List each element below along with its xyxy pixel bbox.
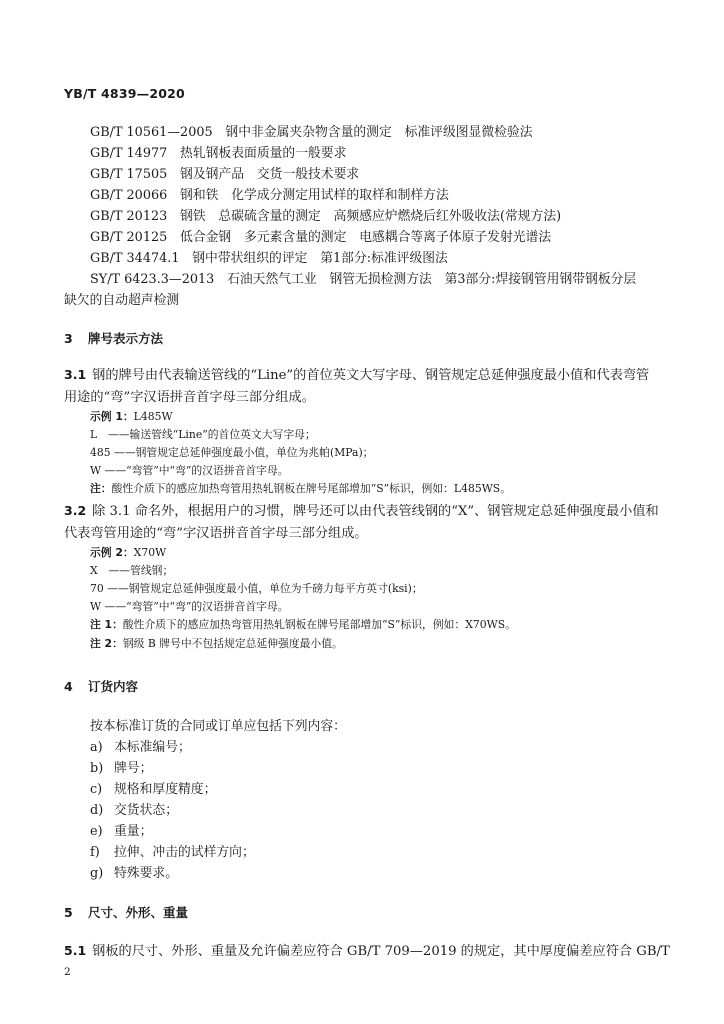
clause-3-1-line2: 用途的“弯”字汉语拼音首字母三部分组成。 [64,390,315,405]
clause-5-1-line1 [64,940,670,959]
section-title: 尺寸、外形、重量 [88,905,189,920]
reference-item: GB/T 34474.1 钢中带状组织的评定 第1部分:标准评级图法 [90,251,448,266]
example-2-line: X ——管线钢； [90,564,174,577]
note-label: 注 2： [90,637,123,650]
clause-number: 3.1 [64,367,87,382]
section-number: 4 [64,679,73,694]
note [90,617,516,632]
section-4-heading [64,677,138,695]
section-3-heading [64,329,163,347]
order-item [90,757,152,776]
reference-item: GB/T 20066 钢和铁 化学成分测定用试样的取样和制样方法 [90,188,449,203]
item-text: 本标准编号； [114,740,191,755]
item-text: 规格和厚度精度； [114,782,217,797]
section-number: 3 [64,331,73,346]
reference-item: GB/T 17505 钢及钢产品 交货一般技术要求 [90,167,360,182]
order-intro: 按本标准订货的合同或订单应包括下列内容： [90,719,346,734]
note-text: 酸性介质下的感应加热弯管用热轧钢板在牌号尾部增加“S”标识，例如：L485WS。 [111,482,512,495]
example-1-heading [90,409,173,424]
reference-continuation: 缺欠的自动超声检测 [64,293,180,308]
item-text: 重量； [114,824,153,839]
clause-3-1-line1 [64,364,649,383]
page-number: 2 [64,966,71,978]
example-value: X70W [133,546,167,559]
note [90,481,511,496]
section-title: 牌号表示方法 [88,331,164,346]
order-item [90,778,216,797]
clause-3-2-line2: 代表弯管用途的“弯”字汉语拼音首字母三部分组成。 [64,526,368,541]
section-number: 5 [64,905,73,920]
item-text: 特殊要求。 [114,866,178,881]
item-key: e) [90,824,103,839]
reference-item: GB/T 10561—2005 钢中非金属夹杂物含量的测定 标准评级图显微检验法 [90,125,533,140]
item-key: b) [90,761,104,776]
item-key: c) [90,782,103,797]
section-5-heading [64,903,188,921]
example-1-line: W ——“弯管”中“弯”的汉语拼音首字母。 [90,464,289,477]
note-text: 钢级 B 牌号中不包括规定总延伸强度最小值。 [122,637,343,650]
example-1-line: 485 ——钢管规定总延伸强度最小值，单位为兆帕(MPa)； [90,446,374,459]
reference-item: GB/T 14977 热轧钢板表面质量的一般要求 [90,146,347,161]
order-item [90,841,255,860]
item-text: 拉伸、冲击的试样方向； [114,845,255,860]
item-key: g) [90,866,104,881]
clause-text: 钢板的尺寸、外形、重量及允许偏差应符合 GB/T 709—2019 的规定，其中厚度偏差应符合 GB/T [92,944,670,959]
example-2-line: 70 ——钢管规定总延伸强度最小值，单位为千磅力每平方英寸(ksi)； [90,582,423,595]
reference-item: SY/T 6423.3—2013 石油天然气工业 钢管无损检测方法 第3部分:焊接钢管用钢带钢板分层 [90,272,637,287]
note [90,636,343,651]
clause-number: 5.1 [64,943,87,958]
item-key: f) [90,845,100,860]
section-title: 订货内容 [88,679,139,694]
example-1-line: L ——输送管线“Line”的首位英文大写字母； [90,428,316,441]
order-item [90,862,178,881]
note-label: 注 1： [90,618,123,631]
clause-text: 钢的牌号由代表输送管线的“Line”的首位英文大写字母、钢管规定总延伸强度最小值和代表弯管 [92,368,650,383]
example-label: 示例 2： [90,546,134,559]
item-text: 交货状态； [114,803,178,818]
example-label: 示例 1： [90,410,134,423]
clause-text: 除 3.1 命名外，根据用户的习惯，牌号还可以由代表管线钢的“X”、钢管规定总延伸强度最小值和 [92,504,659,519]
example-2-heading [90,545,166,560]
standard-id: YB/T 4839—2020 [64,86,185,101]
clause-3-2-line1 [64,500,659,519]
item-text: 牌号； [114,761,153,776]
item-key: a) [90,740,103,755]
note-label: 注： [90,482,112,495]
reference-item: GB/T 20125 低合金钢 多元素含量的测定 电感耦合等离子体原子发射光谱法 [90,230,552,245]
reference-item: GB/T 20123 钢铁 总碳硫含量的测定 高频感应炉燃烧后红外吸收法(常规方法) [90,209,562,224]
item-key: d) [90,803,104,818]
example-value: L485W [133,410,173,423]
note-text: 酸性介质下的感应加热弯管用热轧钢板在牌号尾部增加“S”标识，例如：X70WS。 [122,618,516,631]
order-item [90,799,178,818]
example-2-line: W ——“弯管”中“弯”的汉语拼音首字母。 [90,600,289,613]
clause-number: 3.2 [64,503,87,518]
order-item [90,820,152,839]
order-item [90,736,191,755]
